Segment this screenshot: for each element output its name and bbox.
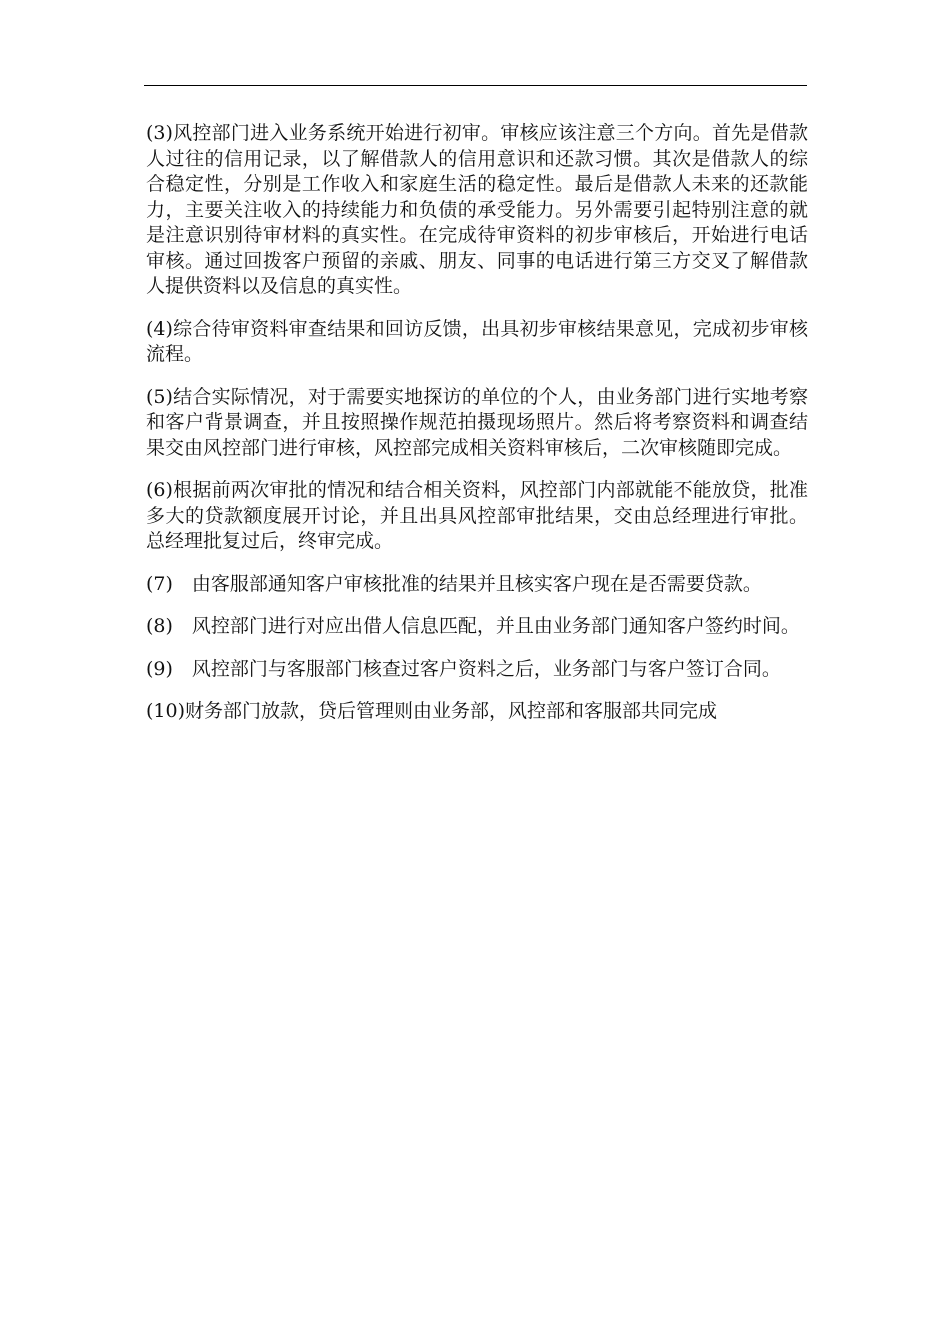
paragraph-step-8: (8) 风控部门进行对应出借人信息匹配，并且由业务部门通知客户签约时间。 xyxy=(146,615,800,637)
paragraph-step-7: (7) 由客服部通知客户审核批准的结果并且核实客户现在是否需要贷款。 xyxy=(146,572,762,595)
paragraph-step-6: (6)根据前两次审批的情况和结合相关资料，风控部门内部就能不能放贷，批准多大的贷款额度展开讨论，并且出具风控部审批结果，交由总经理进行审批。总经理批复过后，终审完成。 xyxy=(146,479,808,552)
paragraph-step-5: (5)结合实际情况，对于需要实地探访的单位的个人，由业务部门进行实地考察和客户背景调查，并且按照操作规范拍摄现场照片。然后将考察资料和调查结果交由风控部门进行审核，风控部完成相关资料审核后，二次审核随即完成。 xyxy=(146,385,808,459)
paragraph-step-4: (4)综合待审资料审查结果和回访反馈，出具初步审核结果意见，完成初步审核流程。 xyxy=(146,317,808,365)
header-rule xyxy=(144,85,807,86)
document-body xyxy=(146,121,808,742)
paragraph-step-10: (10)财务部门放款，贷后管理则由业务部，风控部和客服部共同完成 xyxy=(146,700,718,722)
paragraph-step-3: (3)风控部门进入业务系统开始进行初审。审核应该注意三个方向。首先是借款人过往的信用记录，以了解借款人的信用意识和还款习惯。其次是借款人的综合稳定性，分别是工作收入和家庭生活的稳定性。最后是借款人未来的还款能力，主要关注收入的持续能力和负债的承受能力。另外需要引起特别注意的就是注意识别待审材料的真实性。在完成待审资料的初步审核后，开始进行电话审核。通过回拨客户预留的亲戚、朋友、同事的电话进行第三方交叉了解借款人提供资料以及信息的真实性。 xyxy=(146,122,808,297)
paragraph-step-9: (9) 风控部门与客服部门核查过客户资料之后，业务部门与客户签订合同。 xyxy=(146,657,781,680)
